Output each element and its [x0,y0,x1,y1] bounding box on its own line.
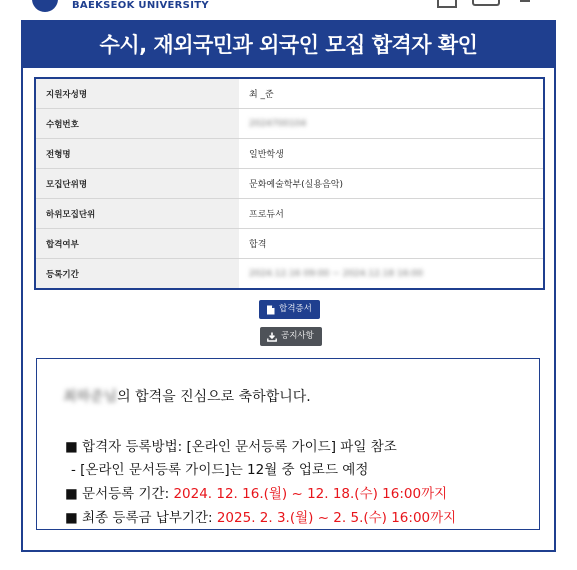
info-value [239,139,544,169]
info-row [35,109,544,139]
info-value-text: 최 _준 [249,90,274,100]
info-label: 지원자성명 [35,78,239,109]
university-logo-icon[interactable] [32,0,58,12]
info-value-text: 일반학생 [249,150,284,160]
info-value [239,229,544,259]
tuition-period-label: ■ 최종 등록금 납부기간: [65,510,217,526]
document-icon [266,305,275,315]
notice-button-label: 공지사항 [281,331,314,341]
document-period-label: ■ 문서등록 기간: [65,486,174,502]
top-header [0,0,577,20]
info-row [35,78,544,109]
document-registration-period [65,482,447,502]
logo-text[interactable]: BAEKSEOK UNIVERSITY [72,0,209,11]
grid-menu-icon[interactable] [437,0,457,8]
congratulations-message: 의 합격을 진심으로 축하합니다. [117,389,311,405]
info-label: 전형명 [35,139,239,169]
info-row [35,139,544,169]
guide-upload-note: - [온라인 문서등록 가이드]는 12월 중 업로드 예정 [71,462,369,478]
minus-icon[interactable] [520,0,530,2]
info-row [35,199,544,229]
info-value [239,259,544,290]
info-value-text: 프로듀서 [249,210,284,220]
tuition-period-value: 2025. 2. 3.(월) ~ 2. 5.(수) 16:00까지 [216,510,457,526]
info-value-text: 2024.12.16 09:00 ~ 2024.12.18 16:00 [249,268,423,279]
download-icon [267,332,277,342]
info-label: 하위모집단위 [35,199,239,229]
info-value-text: 합격 [249,240,267,250]
tuition-payment-period [65,506,456,526]
info-value [239,169,544,199]
applicant-name-blurred: 최하준님 [63,389,118,405]
congratulations-box [36,358,540,530]
info-label: 등록기간 [35,259,239,290]
congratulations-text [63,386,311,406]
document-period-value: 2024. 12. 16.(월) ~ 12. 18.(수) 16:00까지 [173,486,448,502]
info-row [35,259,544,290]
info-label: 합격여부 [35,229,239,259]
info-value-text: 문화예술학부(실용음악) [249,180,343,190]
certificate-button[interactable] [259,300,320,319]
certificate-button-label: 합격증서 [279,304,312,314]
info-row [35,169,544,199]
registration-method: ■ 합격자 등록방법: [온라인 문서등록 가이드] 파일 참조 [65,439,397,455]
notice-button[interactable] [260,327,322,346]
info-value [239,109,544,139]
info-value [239,78,544,109]
result-panel [21,20,556,552]
info-value-text: 2024700104 [249,118,307,129]
tray-icon[interactable] [472,0,500,6]
info-label: 모집단위명 [35,169,239,199]
info-row [35,229,544,259]
page-title: 수시, 재외국민과 외국인 모집 합격자 확인 [23,22,554,68]
applicant-info-table [34,77,545,290]
info-value [239,199,544,229]
info-label: 수험번호 [35,109,239,139]
